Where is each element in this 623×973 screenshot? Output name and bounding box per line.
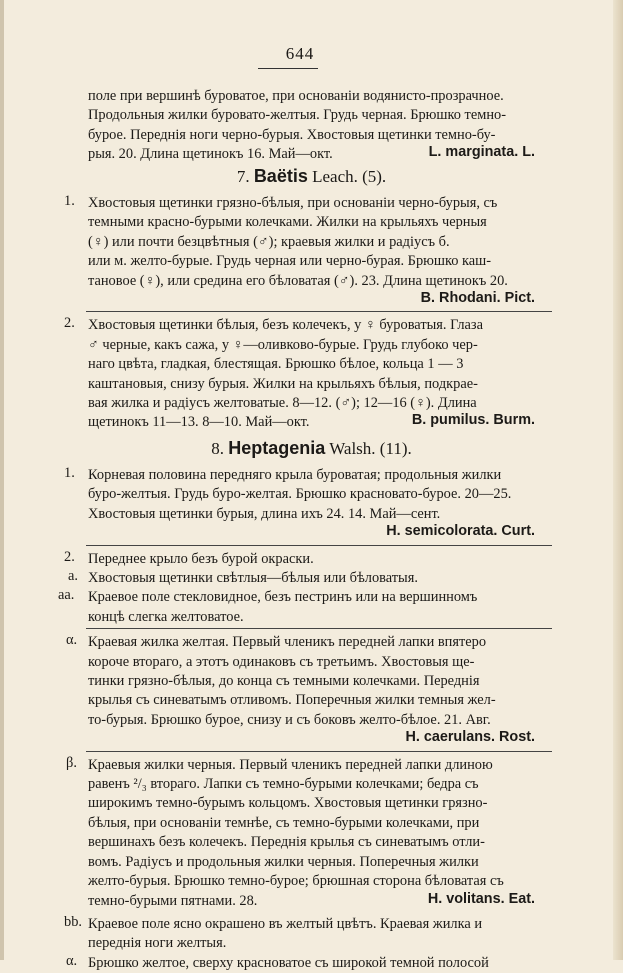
- text-line: Краевыя жилки черныя. Первый членикъ передней лапки длиною: [88, 756, 493, 773]
- text-line: буро-желтыя. Грудь буро-желтая. Брюшко красновато-бурое. 20—25.: [88, 486, 512, 503]
- text-line: рыя. 20. Длина щетинокъ 16. Май—окт.: [88, 146, 333, 163]
- text-line: Краевая жилка желтая. Первый членикъ передней лапки впятеро: [88, 634, 487, 651]
- entry-divider: [86, 311, 552, 312]
- entry-marker: a.: [68, 567, 78, 584]
- text-line: Хвостовыя щетинки свѣтлыя—бѣлыя или бѣловатыя.: [88, 569, 418, 586]
- text-line: вершинахъ безъ колечекъ. Переднiя крылья съ синеватымъ отли-: [88, 834, 485, 851]
- entry-marker: 2.: [64, 548, 75, 565]
- text-line: Продольныя жилки буровато-желтыя. Грудь черная. Брюшко темно-: [88, 107, 507, 124]
- text-line: каштановыя, снизу бурыя. Жилки на крыльяхъ бѣлыя, подкрае-: [88, 375, 478, 392]
- text-line: широкимъ темно-бурымъ кольцомъ. Хвостовыя щетинки грязно-: [88, 795, 488, 812]
- text-line: то-бурыя. Брюшко бурое, снизу и съ боковъ желто-бѣлое. 21. Авг.: [88, 711, 491, 728]
- genus-name: Baëtis: [253, 165, 308, 186]
- genus-heading: [0, 166, 623, 187]
- entry-divider: [86, 628, 552, 629]
- page-edge-shadow: [613, 0, 623, 960]
- entry-divider: [86, 545, 552, 546]
- text-line: поле при вершинѣ буроватое, при основанiи водянисто-прозрачное.: [88, 87, 504, 104]
- species-name: B. Rhodani. Pict.: [420, 289, 535, 306]
- text-line: ♂ черные, какъ сажа, у ♀—оливково-бурые. Грудь глубоко чер-: [88, 336, 478, 353]
- text-line: темно-бурыми пятнами. 28.: [88, 892, 258, 909]
- text-line: бурое. Переднiя ноги черно-бурыя. Хвостовыя щетинки темно-бу-: [88, 126, 496, 143]
- text-line: Краевое поле ясно окрашено въ желтый цвѣтъ. Краевая жилка и: [88, 915, 483, 932]
- text-line: наго цвѣта, гладкая, блестящая. Брюшко бѣлое, кольца 1 — 3: [88, 356, 464, 373]
- text-line: вомъ. Радiусъ и продольныя жилки черныя. Поперечныя жилки: [88, 853, 479, 870]
- genus-heading: [0, 438, 623, 459]
- text-line: тинки грязно-бѣлыя, до конца съ темными колечками. Переднiя: [88, 672, 480, 689]
- text-line: темными красно-бурыми колечками. Жилки на крыльяхъ черныя: [88, 214, 487, 231]
- species-name: H. volitans. Eat.: [427, 890, 535, 907]
- species-name: L. marginata. L.: [428, 144, 535, 161]
- page-number: 644: [285, 44, 315, 63]
- text-line: Переднее крыло безъ бурой окраски.: [88, 550, 314, 567]
- text-line: Брюшко желтое, сверху красноватое съ широкой темной полосой: [88, 954, 489, 971]
- entry-marker: 1.: [64, 464, 75, 481]
- text-line: желто-бурыя. Брюшко темно-бурое; брюшная сторона бѣловатая съ: [88, 873, 504, 890]
- text-line: Хвостовыя щетинки грязно-бѣлыя, при основанiи черно-бурыя, съ: [88, 194, 498, 211]
- text-line: вая жилка и радiусъ желтоватые. 8—12. (♂); 12—16 (♀). Длина: [88, 394, 477, 411]
- heading-number: 7.: [236, 166, 250, 186]
- text-line: Корневая половина передняго крыла буроватая; продольныя жилки: [88, 466, 502, 483]
- text-line: концѣ слегка желтоватое.: [88, 608, 244, 625]
- text-line: тановое (♀), или средина его бѣловатая (♂). 23. Длина щетинокъ 20.: [88, 272, 508, 289]
- text-line: равенъ ²/₃ втораго. Лапки съ темно-бурыми колечками; бедра съ: [88, 776, 479, 792]
- species-name: H. caerulans. Rost.: [405, 729, 535, 746]
- entry-marker: 1.: [64, 192, 75, 209]
- heading-number: 8.: [211, 438, 224, 458]
- text-line: переднiя ноги желтыя.: [88, 935, 227, 952]
- genus-author: Walsh. (11).: [329, 438, 412, 458]
- text-line: щетинокъ 11—13. 8—10. Май—окт.: [88, 414, 310, 431]
- entry-marker: bb.: [64, 913, 82, 930]
- entry-marker: α.: [66, 632, 78, 649]
- text-line: Хвостовыя щетинки бурыя, длина ихъ 24. 14. Май—сент.: [88, 505, 441, 522]
- text-line: крылья съ синеватымъ отливомъ. Поперечныя жилки темныя жел-: [88, 692, 496, 709]
- entry-marker: 2.: [64, 315, 75, 332]
- page-number-rule: [258, 68, 318, 69]
- text-line: бѣлыя, при основанiи темнѣе, съ темно-бурыми колечками, при: [88, 814, 480, 831]
- text-line: (♀) или почти безцвѣтныя (♂); краевыя жилки и радiусъ б.: [88, 233, 450, 250]
- entry-marker: aa.: [58, 587, 75, 604]
- page-edge: [0, 0, 4, 960]
- genus-name: Heptagenia: [228, 437, 326, 458]
- genus-author: Leach. (5).: [312, 166, 387, 186]
- text-line: Краевое поле стекловидное, безъ пестринъ или на вершинномъ: [88, 589, 478, 606]
- text-line: короче втораго, а этотъ одинаковъ съ третьимъ. Хвостовыя ще-: [88, 653, 475, 670]
- entry-marker: β.: [66, 754, 77, 771]
- text-line: или м. желто-бурые. Грудь черная или черно-бурая. Брюшко каш-: [88, 253, 492, 270]
- text-line: Хвостовыя щетинки бѣлыя, безъ колечекъ, у ♀ буроватыя. Глаза: [88, 317, 483, 334]
- entry-marker: α.: [66, 952, 78, 969]
- entry-divider: [86, 751, 552, 752]
- species-name: B. pumilus. Burm.: [411, 412, 535, 429]
- species-name: H. semicolorata. Curt.: [386, 523, 535, 540]
